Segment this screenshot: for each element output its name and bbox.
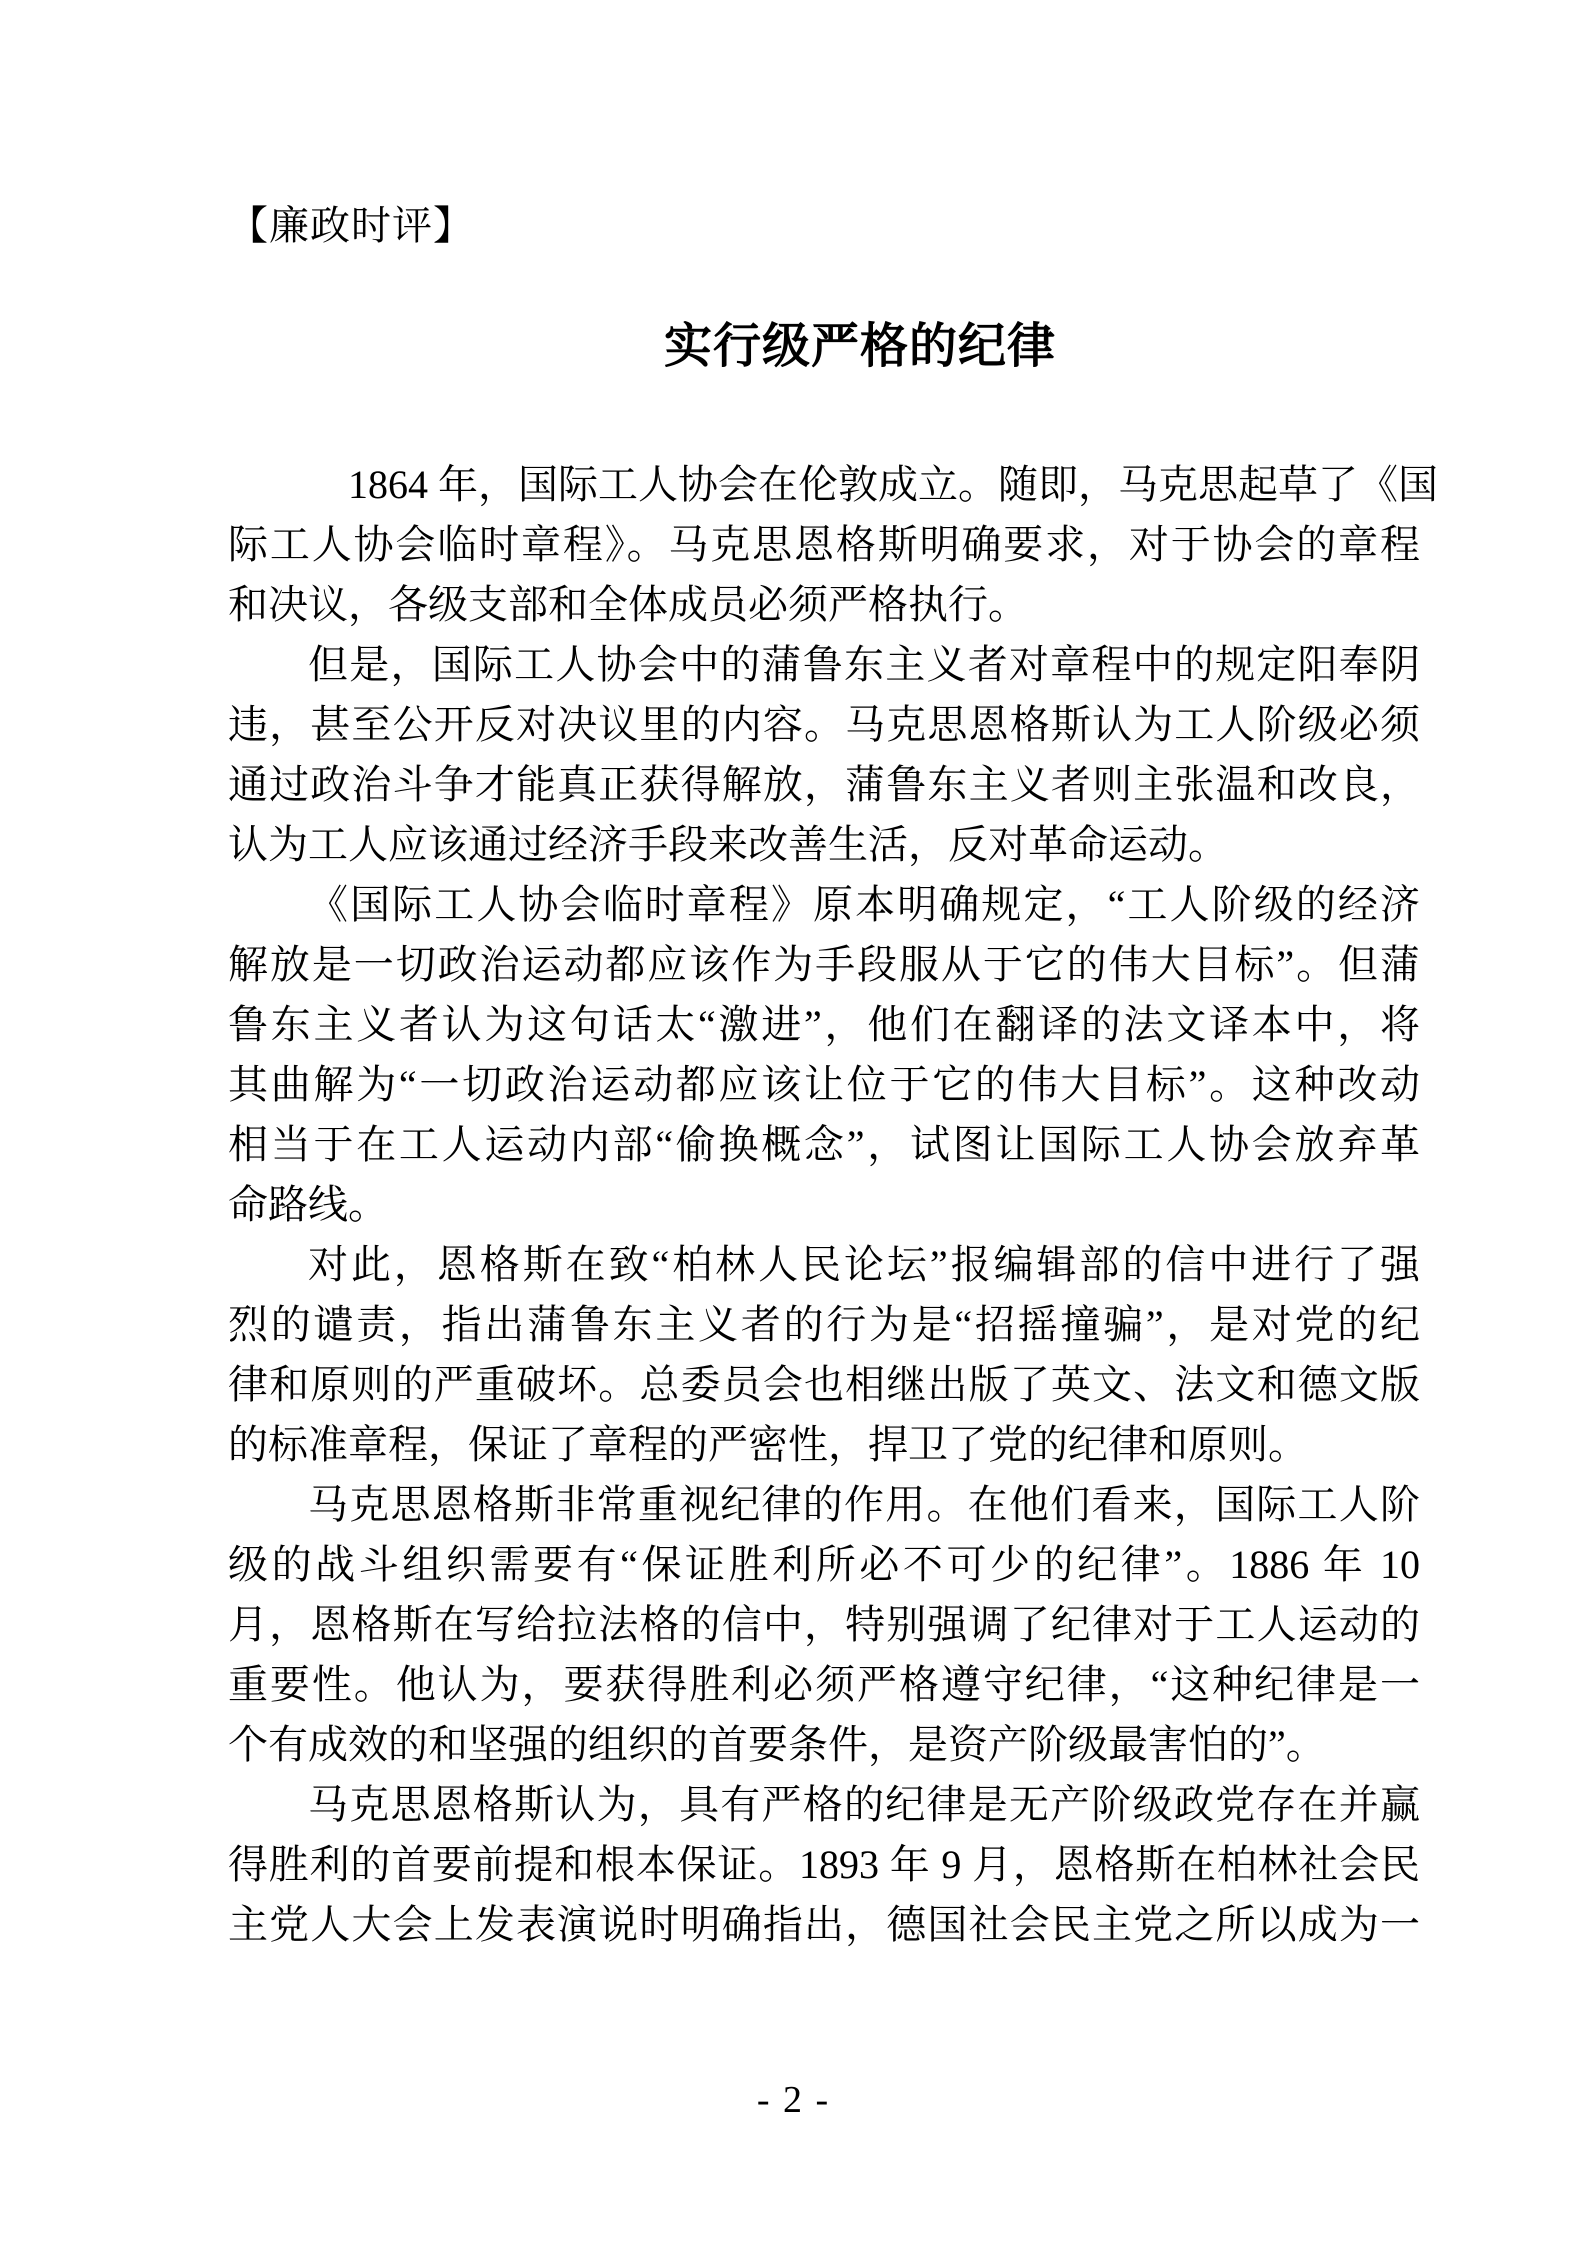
paragraph-line: 通过政治斗争才能真正获得解放，蒲鲁东主义者则主张温和改良，: [228, 762, 1420, 807]
document-body: [228, 455, 1438, 1955]
paragraph-line: 但是，国际工人协会中的蒲鲁东主义者对章程中的规定阳奉阴: [308, 642, 1420, 687]
paragraph: [228, 1235, 1420, 1475]
paragraph: [228, 1475, 1420, 1775]
paragraph-line: 对此，恩格斯在致“柏林人民论坛”报编辑部的信中进行了强: [308, 1242, 1420, 1287]
paragraph-line: 的标准章程，保证了章程的严密性，捍卫了党的纪律和原则。: [228, 1422, 1308, 1467]
paragraph-line: 律和原则的严重破坏。总委员会也相继出版了英文、法文和德文版: [228, 1362, 1420, 1407]
paragraph-line: 其曲解为“一切政治运动都应该让位于它的伟大目标”。这种改动: [228, 1062, 1420, 1107]
paragraph-line: 月，恩格斯在写给拉法格的信中，特别强调了纪律对于工人运动的: [228, 1602, 1420, 1647]
paragraph: [228, 455, 1438, 635]
paragraph-line: 《国际工人协会临时章程》原本明确规定，“工人阶级的经济: [308, 882, 1420, 927]
paragraph: [228, 875, 1420, 1235]
paragraph-line: 烈的谴责，指出蒲鲁东主义者的行为是“招摇撞骗”，是对党的纪: [228, 1302, 1420, 1347]
paragraph-line: 认为工人应该通过经济手段来改善生活，反对革命运动。: [228, 822, 1228, 867]
section-tag: 【廉政时评】: [228, 203, 474, 248]
page-title: 实行级严格的纪律: [663, 320, 1056, 373]
paragraph-line: 命路线。: [228, 1182, 388, 1227]
paragraph-line: 级的战斗组织需要有“保证胜利所必不可少的纪律”。1886 年 10: [228, 1542, 1420, 1587]
paragraph-line: 1864 年，国际工人协会在伦敦成立。随即，马克思起草了《国: [348, 462, 1438, 507]
paragraph-line: 重要性。他认为，要获得胜利必须严格遵守纪律，“这种纪律是一: [228, 1662, 1420, 1707]
paragraph: [228, 1775, 1420, 1955]
paragraph-line: 鲁东主义者认为这句话太“激进”，他们在翻译的法文译本中，将: [228, 1002, 1420, 1047]
paragraph: [228, 635, 1420, 875]
paragraph-line: 主党人大会上发表演说时明确指出，德国社会民主党之所以成为一: [228, 1902, 1420, 1947]
paragraph-line: 解放是一切政治运动都应该作为手段服从于它的伟大目标”。但蒲: [228, 942, 1420, 987]
paragraph-line: 际工人协会临时章程》。马克思恩格斯明确要求，对于协会的章程: [228, 522, 1420, 567]
paragraph-line: 和决议，各级支部和全体成员必须严格执行。: [228, 582, 1028, 627]
paragraph-line: 违，甚至公开反对决议里的内容。马克思恩格斯认为工人阶级必须: [228, 702, 1420, 747]
paragraph-line: 得胜利的首要前提和根本保证。1893 年 9 月，恩格斯在柏林社会民: [228, 1842, 1420, 1887]
paragraph-line: 马克思恩格斯认为，具有严格的纪律是无产阶级政党存在并赢: [308, 1782, 1420, 1827]
paragraph-line: 相当于在工人运动内部“偷换概念”，试图让国际工人协会放弃革: [228, 1122, 1420, 1167]
paragraph-line: 个有成效的和坚强的组织的首要条件，是资产阶级最害怕的”。: [228, 1722, 1326, 1767]
page-number: - 2 -: [756, 2079, 831, 2121]
paragraph-line: 马克思恩格斯非常重视纪律的作用。在他们看来，国际工人阶: [308, 1482, 1420, 1527]
